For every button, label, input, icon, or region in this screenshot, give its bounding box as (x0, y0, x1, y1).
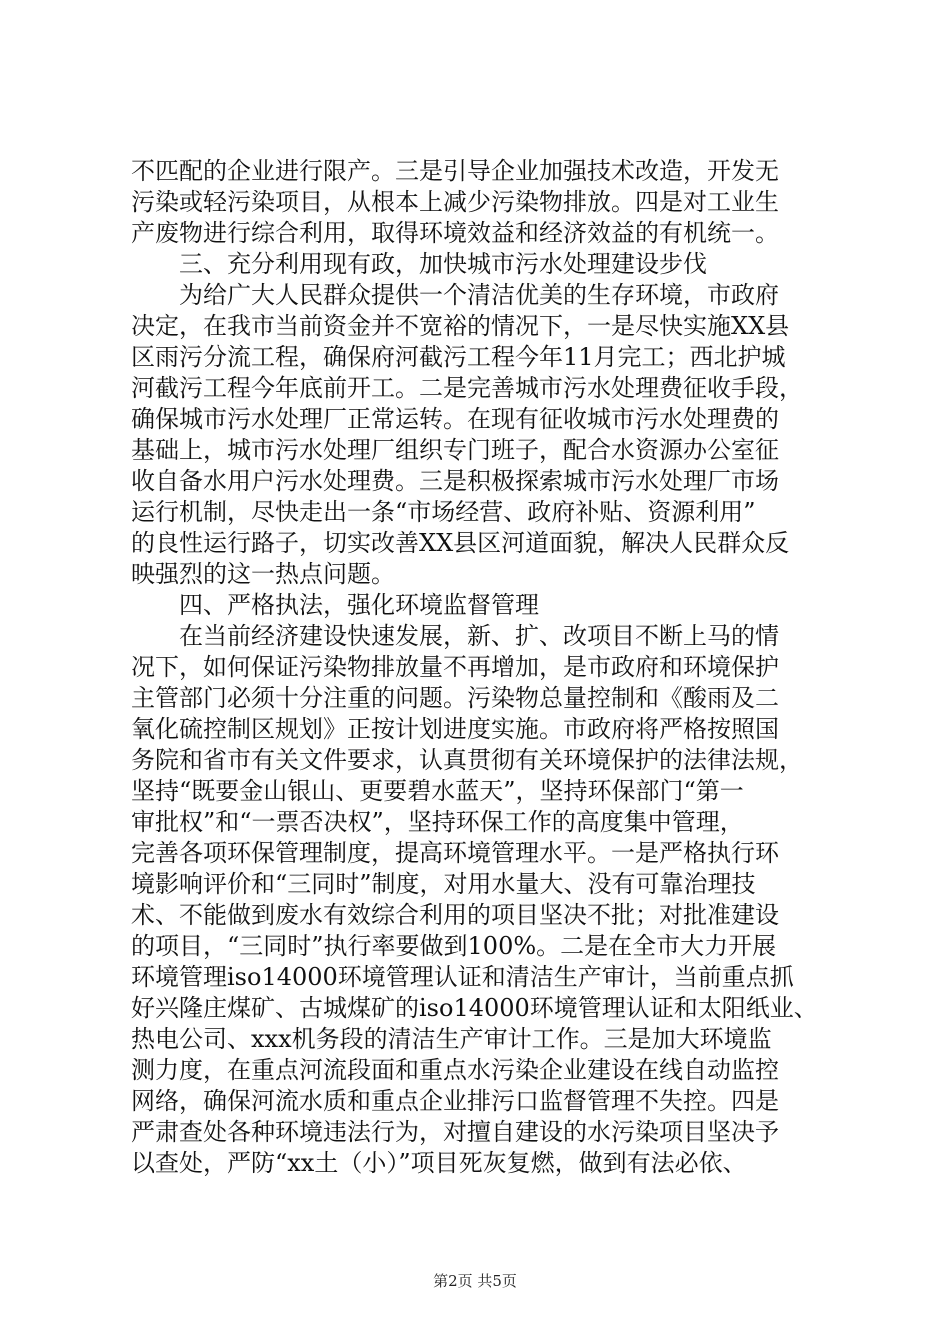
page-number: 第2页 共5页 (433, 1272, 517, 1290)
text-line: 环境管理iso14000环境管理认证和清洁生产审计，当前重点抓 (131, 963, 794, 991)
text-line: 污染或轻污染项目，从根本上减少污染物排放。四是对工业生 (131, 188, 779, 216)
text-line: 三、充分利用现有政，加快城市污水处理建设步伐 (179, 250, 707, 278)
text-line: 收自备水用户污水处理费。三是积极探索城市污水处理厂市场 (131, 467, 779, 495)
text-line: 术、不能做到废水有效综合利用的项目坚决不批；对批准建设 (131, 901, 779, 929)
text-line: 况下，如何保证污染物排放量不再增加，是市政府和环境保护 (131, 653, 779, 681)
text-line: 严肃查处各种环境违法行为，对擅自建设的水污染项目坚决予 (131, 1118, 779, 1146)
text-line: 审批权”和“一票否决权”，坚持环保工作的高度集中管理， (131, 808, 744, 836)
text-line: 网络，确保河流水质和重点企业排污口监督管理不失控。四是 (131, 1087, 779, 1115)
text-line: 确保城市污水处理厂正常运转。在现有征收城市污水处理费的 (131, 405, 779, 433)
text-line: 在当前经济建设快速发展，新、扩、改项目不断上马的情 (179, 622, 779, 650)
text-line: 热电公司、xxx机务段的清洁生产审计工作。三是加大环境监 (131, 1025, 772, 1053)
text-line: 务院和省市有关文件要求，认真贯彻有关环境保护的法律法规， (131, 746, 803, 774)
text-line: 四、严格执法，强化环境监督管理 (179, 591, 539, 619)
text-line: 基础上，城市污水处理厂组织专门班子，配合水资源办公室征 (131, 436, 779, 464)
text-line: 境影响评价和“三同时”制度，对用水量大、没有可靠治理技 (131, 870, 756, 898)
document-body (131, 156, 831, 1179)
text-line: 以查处，严防“xx土（小）”项目死灰复燃，做到有法必依、 (131, 1149, 747, 1177)
text-line: 好兴隆庄煤矿、古城煤矿的iso14000环境管理认证和太阳纸业、 (131, 994, 818, 1022)
text-line: 不匹配的企业进行限产。三是引导企业加强技术改造，开发无 (131, 157, 779, 185)
text-line: 氧化硫控制区规划》正按计划进度实施。市政府将严格按照国 (131, 715, 779, 743)
text-line: 的项目，“三同时”执行率要做到100%。二是在全市大力开展 (131, 932, 777, 960)
text-line: 主管部门必须十分注重的问题。污染物总量控制和《酸雨及二 (131, 684, 779, 712)
text-line: 测力度，在重点河流段面和重点水污染企业建设在线自动监控 (131, 1056, 779, 1084)
text-line: 坚持“既要金山银山、更要碧水蓝天”，坚持环保部门“第一 (131, 777, 744, 805)
text-line: 区雨污分流工程，确保府河截污工程今年11月完工；西北护城 (131, 343, 786, 371)
text-line: 为给广大人民群众提供一个清洁优美的生存环境，市政府 (179, 281, 779, 309)
text-line: 决定，在我市当前资金并不宽裕的情况下，一是尽快实施XX县 (131, 312, 790, 340)
text-line: 完善各项环保管理制度，提高环境管理水平。一是严格执行环 (131, 839, 779, 867)
text-line: 映强烈的这一热点问题。 (131, 560, 395, 588)
text-line: 产废物进行综合利用，取得环境效益和经济效益的有机统一。 (131, 219, 779, 247)
text-line: 的良性运行路子，切实改善XX县区河道面貌，解决人民群众反 (131, 529, 790, 557)
text-line: 运行机制，尽快走出一条“市场经营、政府补贴、资源利用” (131, 498, 756, 526)
text-line: 河截污工程今年底前开工。二是完善城市污水处理费征收手段， (131, 374, 803, 402)
